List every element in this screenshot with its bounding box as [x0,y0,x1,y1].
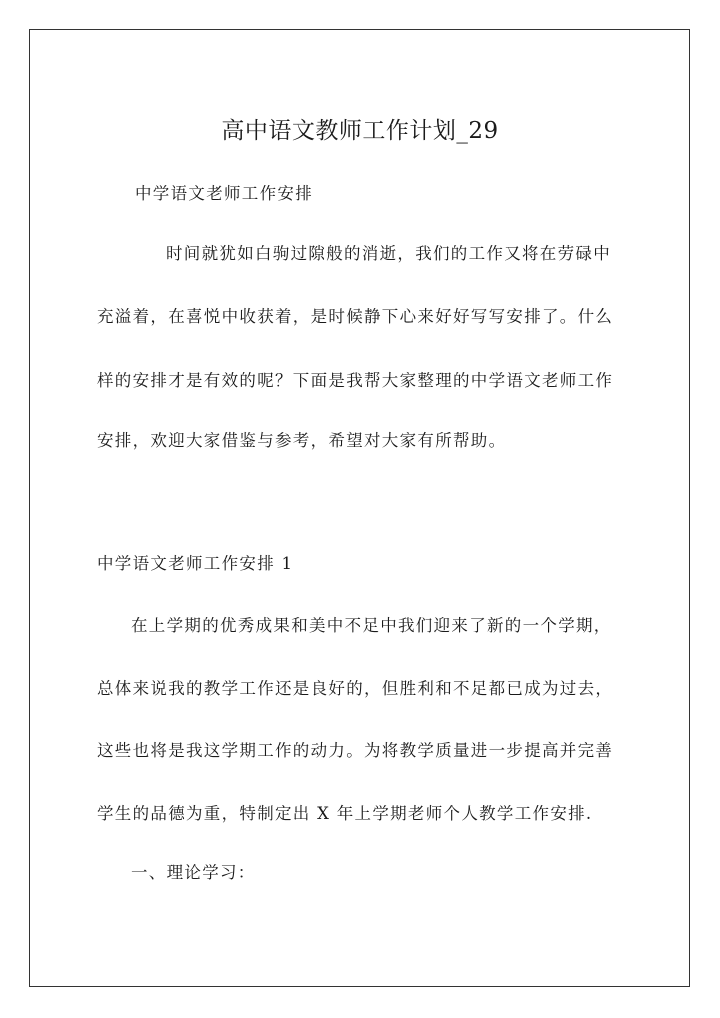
body-line: 这些也将是我这学期工作的动力。为将教学质量进一步提高并完善 [97,741,614,760]
body-line: 总体来说我的教学工作还是良好的，但胜利和不足都已成为过去， [97,679,614,698]
body-line: 学生的品德为重，特制定出 X 年上学期老师个人教学工作安排. [97,804,593,823]
intro-line: 安排，欢迎大家借鉴与参考，希望对大家有所帮助。 [97,431,507,450]
item-heading: 一、理论学习： [131,863,256,882]
page-border [29,29,690,987]
section-heading: 中学语文老师工作安排 1 [97,554,294,573]
body-line: 在上学期的优秀成果和美中不足中我们迎来了新的一个学期， [131,616,612,635]
intro-line: 样的安排才是有效的呢？下面是我帮大家整理的中学语文老师工作 [97,371,614,390]
subtitle: 中学语文老师工作安排 [135,184,313,203]
intro-line: 时间就犹如白驹过隙般的消逝，我们的工作又将在劳碌中 [166,244,611,263]
document-title: 高中语文教师工作计划_29 [221,118,499,144]
intro-line: 充溢着，在喜悦中收获着，是时候静下心来好好写写安排了。什么 [97,307,614,326]
